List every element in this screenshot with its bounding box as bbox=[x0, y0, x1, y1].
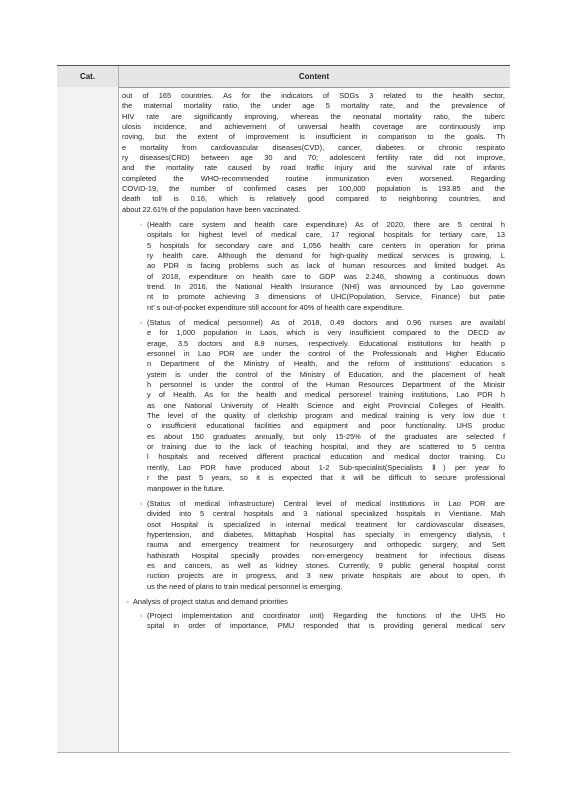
table-header bbox=[57, 66, 510, 88]
text-line: trend. In 2016, the National Health Insurance (NHI) was announced by Lao governme bbox=[147, 282, 505, 292]
text-line: The level of the quality of clerkship program and medical training is very low due t bbox=[147, 411, 505, 421]
text-line: COVID-19, the number of confirmed cases per 100,000 population is 193.85 and the bbox=[122, 184, 505, 194]
text-line: ry diseases(CRD) between age 30 and 70; adolescent fertility rate did not improve, bbox=[122, 153, 505, 163]
paragraph-medical-infrastructure bbox=[147, 499, 505, 592]
text-line: nt’ s out-of-pocket expenditure still account for 40% of health care expenditure. bbox=[147, 302, 404, 312]
text-line: and the mortality rate caused by road traffic injury and the survival rate of infants bbox=[122, 163, 505, 173]
text-line: the maternal mortality ratio, the under age 5 mortality rate, and the prevalence of bbox=[122, 101, 505, 111]
text-line: o insufficient educational facilities and equipment and poor functionality. UHS produc bbox=[147, 421, 505, 431]
text-line: y of Health. As for the health and medical personnel training institutions, Lao PDR h bbox=[147, 390, 505, 400]
section-heading: Analysis of project status and demand priorities bbox=[133, 597, 288, 606]
text-line: 5 hospitals for secondary care and 1,056 health care centers in operation for prima bbox=[147, 240, 505, 250]
text-line: roving, but the extent of improvement is insufficient in comparison to the goals. Th bbox=[122, 132, 505, 142]
text-line: l hospitals and received different practical education and medical doctor training. Cu bbox=[147, 452, 505, 462]
bullet-glyph: ◦ bbox=[140, 611, 143, 620]
bullet-glyph: ◦ bbox=[140, 499, 143, 508]
text-line: (Status of medical infrastructure) Central level of medical institutions in Lao PDR are bbox=[147, 499, 505, 508]
text-line: ao PDR is facing problems such as lack of human resources and limited budget. As bbox=[147, 261, 505, 271]
text-line: manpower in the future. bbox=[147, 483, 225, 493]
text-line: erage, 3.5 doctors and 8.9 nurses, respectively. Educational institutions for health p bbox=[147, 338, 505, 348]
text-line: (Health care system and health care expenditure) As of 2020, there are 5 central h bbox=[147, 220, 505, 229]
text-line: (Status of medical personnel) As of 2018, 0.49 doctors and 0.96 nurses are availabl bbox=[147, 318, 505, 327]
text-line: ry health care. Although the demand for high-quality medical services is growing, L bbox=[147, 251, 505, 261]
text-line: HIV rate are significantly improving, whereas the neonatal mortality ratio, the tuberc bbox=[122, 111, 505, 121]
text-line: es and cancers, as well as kidney stones. Currently, 9 public general hospital const bbox=[147, 561, 505, 571]
text-line: nt to promote achieving 3 dimensions of UHC(Population, Service, Finance) but patie bbox=[147, 292, 505, 302]
text-line: osot Hospital is specialized in internal medical treatment for cardiovascular diseases, bbox=[147, 519, 505, 529]
text-line: us the need of plans to train medical personnel is emerging. bbox=[147, 581, 343, 591]
text-line: of 2018, expenditure on health care to GDP was 2.246, showing a continuous down bbox=[147, 271, 505, 281]
table-bottom-border bbox=[57, 752, 510, 753]
text-line: r the past 5 years, so it is expected that it will be difficult to secure professional bbox=[147, 473, 505, 483]
paragraph-medical-personnel bbox=[147, 318, 505, 494]
text-line: ulosis incidence, and achievement of universal health coverage are continuously imp bbox=[122, 122, 505, 132]
text-line: e mortality from cardiovascular diseases(CVD), cancer, diabetes or chronic respirato bbox=[122, 142, 505, 152]
paragraph-sdg-indicators bbox=[122, 91, 505, 215]
text-line: hypertension, and diabetes, Mittaphab Hospital has specialty in emergency dialysis, t bbox=[147, 530, 505, 540]
text-line: rauma and emergency treatment for neurosurgery and orthopedic surgery, and Sett bbox=[147, 540, 505, 550]
text-line: completed the WHO-recommended routine immunization even worsened. Regarding bbox=[122, 173, 505, 183]
text-line: about 22.61% of the population have been vaccinated. bbox=[122, 204, 301, 214]
text-line: spital in order of importance, PMU responded that is providing general medical serv bbox=[147, 621, 505, 631]
bullet-glyph: ◦ bbox=[126, 597, 129, 606]
header-content: Content bbox=[298, 72, 330, 81]
category-cell bbox=[57, 87, 118, 752]
text-line: divided into 5 central hospitals and 3 national specialized hospitals in Vientiane. Mah bbox=[147, 509, 505, 519]
text-line: ruction projects are in progress, and 3 new private hospitals are about to open, th bbox=[147, 571, 505, 581]
text-line: death toll is 0.16, which is relatively good compared to neighboring countries, and bbox=[122, 194, 505, 204]
text-line: e for 1,000 population in Laos, which is very insufficient compared to the OECD av bbox=[147, 328, 505, 338]
text-line: es about 150 graduates annually, but only 15-25% of the graduates are selected f bbox=[147, 431, 505, 441]
content-table bbox=[57, 65, 510, 752]
text-line: rrently, Lao PDR have produced about 1-2 Sub-specialist(Specialists Ⅱ) per year fo bbox=[147, 462, 505, 472]
text-line: ersonnel in Lao PDR are under the control of the Professionals and Higher Educatio bbox=[147, 349, 505, 359]
text-line: as one National University of Health Science and eight Provincial Colleges of Health. bbox=[147, 400, 505, 410]
text-line: or training due to the lack of teaching hospital, and they are scattered to 5 centra bbox=[147, 442, 505, 452]
text-line: out of 165 countries. As for the indicators of SDGs 3 related to the health sector, bbox=[122, 91, 505, 100]
paragraph-project-implementation bbox=[147, 611, 505, 632]
text-line: n Department of the Ministry of Health, and the reform of institutions’ education s bbox=[147, 359, 505, 369]
header-cat: Cat. bbox=[79, 72, 96, 81]
bullet-glyph: ◦ bbox=[140, 220, 143, 229]
bullet-glyph: ◦ bbox=[140, 318, 143, 327]
text-line: (Project implementation and coordinator unit) Regarding the functions of the UHS Ho bbox=[147, 611, 505, 620]
text-line: ospitals for highest level of medical care, 17 regional hospitals for tertiary care, 13 bbox=[147, 230, 505, 240]
paragraph-health-system bbox=[147, 220, 505, 313]
content-cell bbox=[118, 87, 510, 752]
text-line: ystem is under the control of the Ministry of Education, and the placement of healt bbox=[147, 369, 505, 379]
text-line: h personnel is under the control of the Human Resources Department of the Ministr bbox=[147, 380, 505, 390]
text-line: hathisrath Hospital specially provides non-emergency treatment for infectious diseas bbox=[147, 550, 505, 560]
